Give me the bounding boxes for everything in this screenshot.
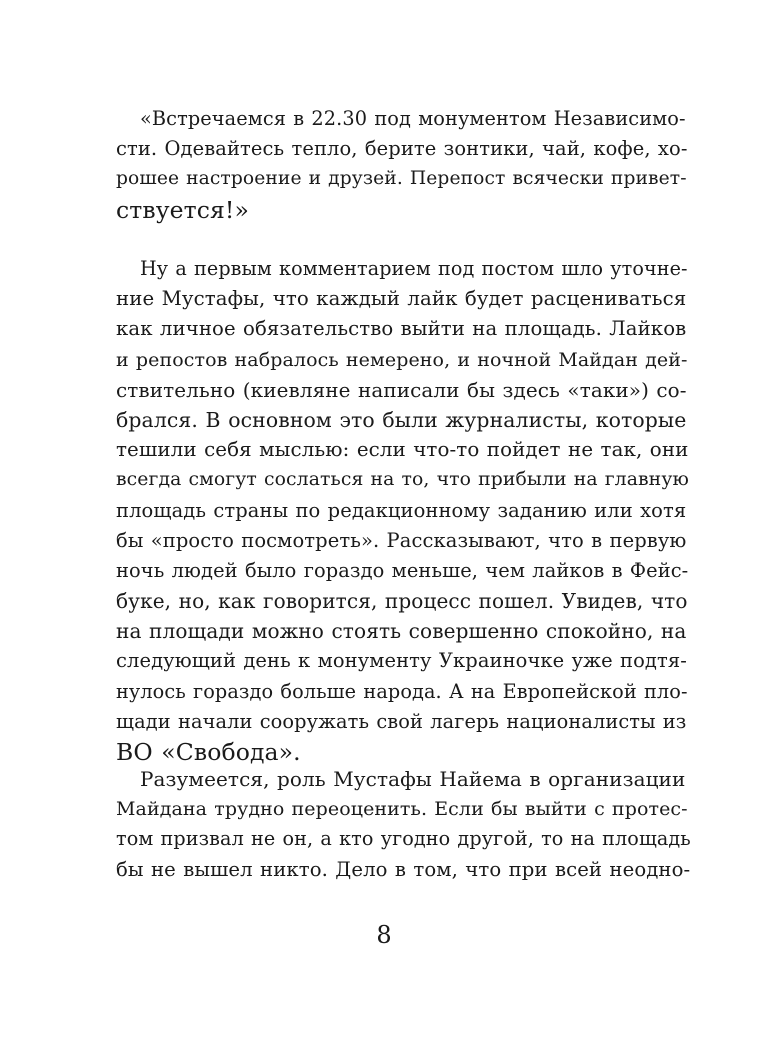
page-number: 8	[376, 921, 392, 949]
text-line: Разумеется, роль Мустафы Найема в организации	[140, 767, 686, 791]
text-line: бы «просто посмотреть». Рассказывают, что в первую	[116, 528, 687, 552]
text-line: нулось гораздо больше народа. А на Европейской пло-	[116, 679, 688, 703]
text-line: ствуется!»	[116, 195, 249, 224]
text-line: ночь людей было гораздо меньше, чем лайков в Фейс-	[116, 558, 689, 582]
text-line: сти. Одевайтесь тепло, берите зонтики, чай, кофе, хо-	[116, 137, 688, 161]
text-line: «Встречаемся в 22.30 под монументом Независимо-	[140, 107, 686, 130]
text-line: буке, но, как говорится, процесс пошел. Увидев, что	[116, 589, 688, 614]
text-line: площадь страны по редакционному заданию или хотя	[116, 498, 687, 522]
text-line: тешили себя мыслью: если что-то пойдет не так, они	[116, 438, 689, 462]
text-line: ВО «Свобода».	[116, 738, 301, 766]
text-line: том призвал не он, а кто угодно другой, то на площадь	[116, 827, 691, 851]
body-paragraph	[116, 254, 689, 767]
body-paragraph	[116, 764, 691, 885]
text-line: на площади можно стоять совершенно спокойно, на	[116, 619, 687, 644]
text-line: ствительно (киевляне написали бы здесь «таки») со-	[116, 377, 687, 402]
text-line: брался. В основном это были журналисты, которые	[116, 407, 687, 432]
text-line: Ну а первым комментарием под постом шло уточне-	[140, 257, 688, 280]
text-line: и репостов набралось немерено, и ночной Майдан дей-	[116, 348, 688, 371]
text-line: щади начали сооружать свой лагерь националисты из	[116, 709, 687, 733]
text-line: всегда смогут сослаться на то, что прибыли на главную	[116, 469, 689, 491]
text-line: следующий день к монументу Украиночке уже подтя-	[116, 649, 687, 673]
text-line: бы не вышел никто. Дело в том, что при всей неодно-	[116, 857, 691, 881]
text-line: Майдана трудно переоценить. Если бы выйти с протес-	[116, 798, 688, 821]
text-line: ние Мустафы, что каждый лайк будет расцениваться	[116, 287, 687, 311]
quote-paragraph	[116, 104, 688, 225]
text-line: рошее настроение и друзей. Перепост всячески привет-	[116, 168, 687, 190]
text-line: как личное обязательство выйти на площадь. Лайков	[116, 317, 687, 341]
